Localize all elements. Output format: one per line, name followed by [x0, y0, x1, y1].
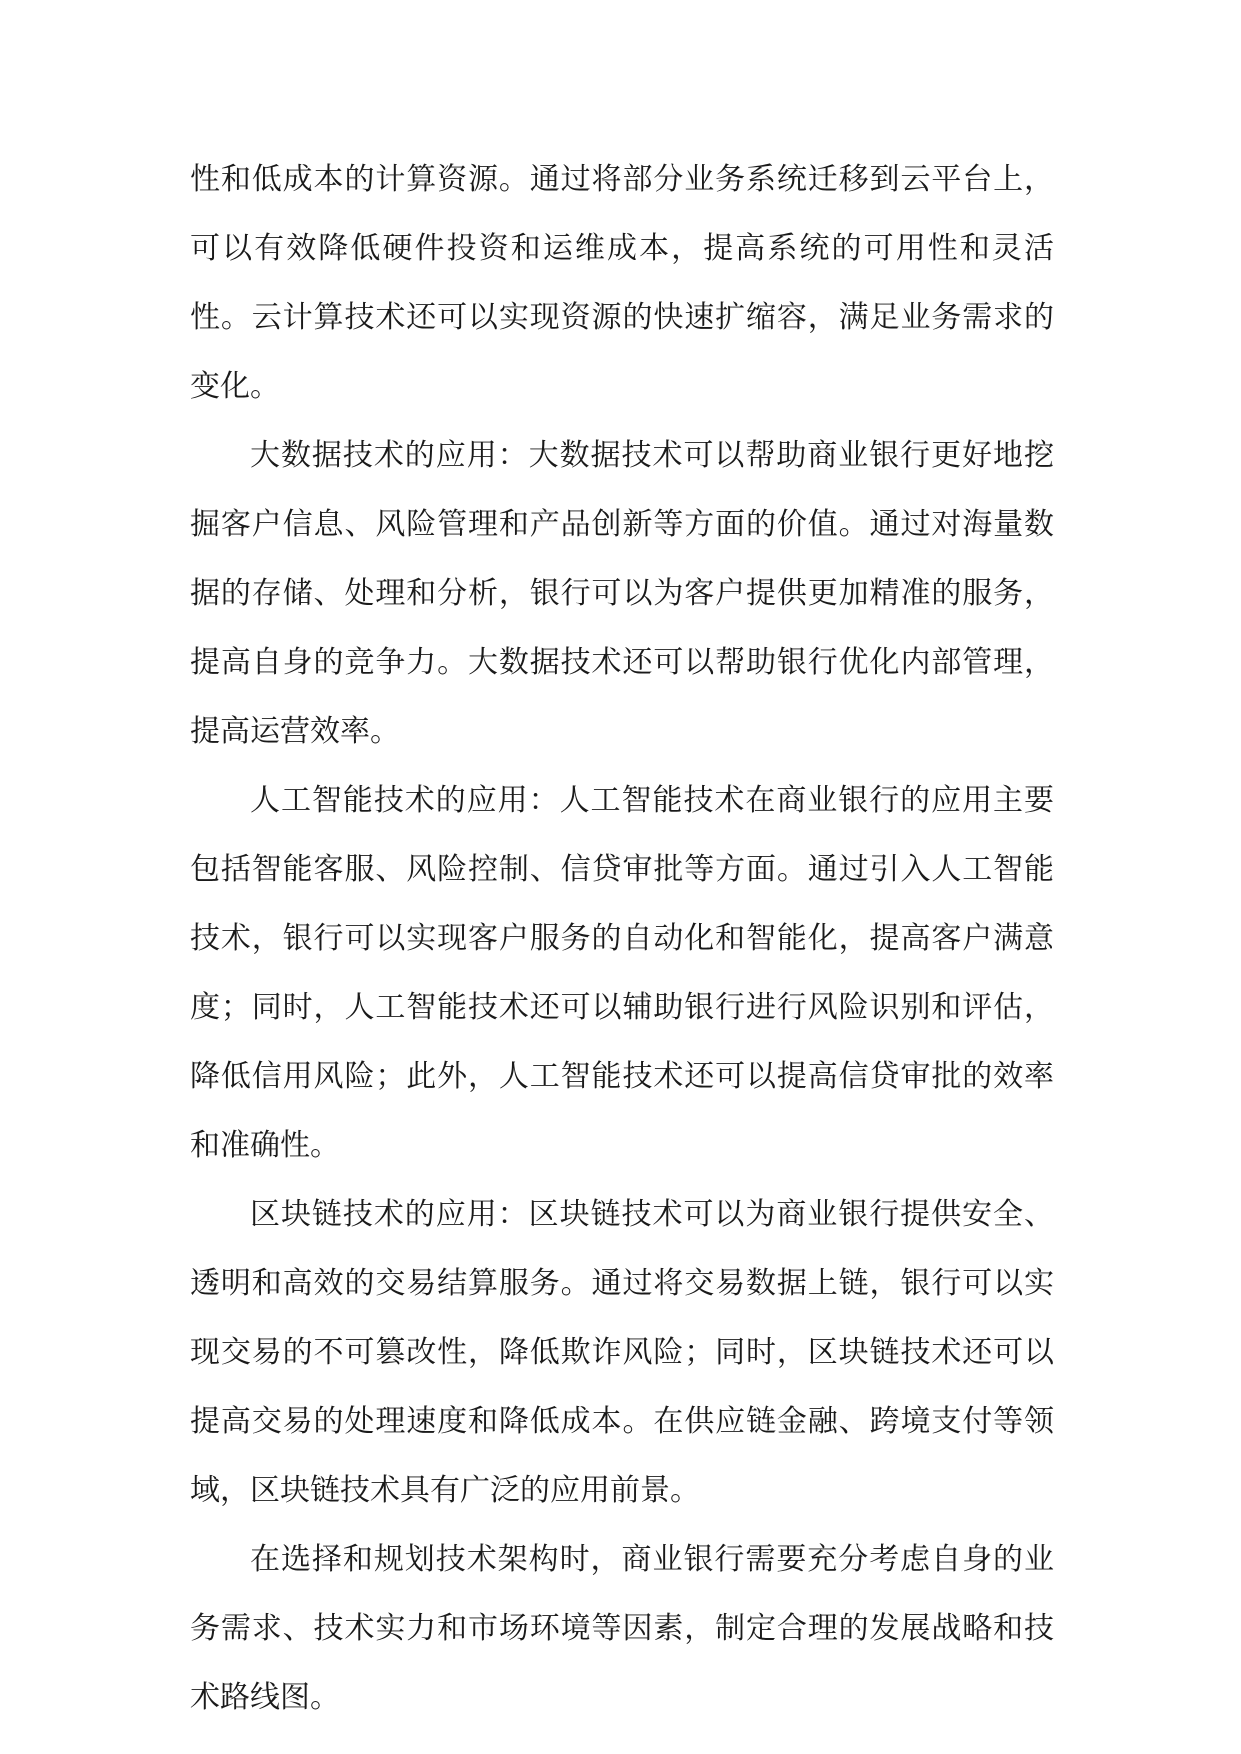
paragraph-blockchain: 区块链技术的应用：区块链技术可以为商业银行提供安全、透明和高效的交易结算服务。通过将交易数据上链，银行可以实现交易的不可篡改性，降低欺诈风险；同时，区块链技术还可以提高交易的处理速度和降低成本。在供应链金融、跨境支付等领域，区块链技术具有广泛的应用前景。 [190, 1197, 1054, 1508]
paragraph-architecture-planning: 在选择和规划技术架构时，商业银行需要充分考虑自身的业务需求、技术实力和市场环境等因素，制定合理的发展战略和技术路线图。 [190, 1542, 1054, 1715]
paragraph-big-data: 大数据技术的应用：大数据技术可以帮助商业银行更好地挖掘客户信息、风险管理和产品创新等方面的价值。通过对海量数据的存储、处理和分析，银行可以为客户提供更加精准的服务，提高自身的竞争力。大数据技术还可以帮助银行优化内部管理，提高运营效率。 [190, 438, 1054, 749]
paragraph-artificial-intelligence: 人工智能技术的应用：人工智能技术在商业银行的应用主要包括智能客服、风险控制、信贷审批等方面。通过引入人工智能技术，银行可以实现客户服务的自动化和智能化，提高客户满意度；同时，人工智能技术还可以辅助银行进行风险识别和评估，降低信用风险；此外，人工智能技术还可以提高信贷审批的效率和准确性。 [190, 783, 1054, 1163]
document-body [190, 145, 1054, 1732]
paragraph-cloud-computing: 性和低成本的计算资源。通过将部分业务系统迁移到云平台上，可以有效降低硬件投资和运维成本，提高系统的可用性和灵活性。云计算技术还可以实现资源的快速扩缩容，满足业务需求的变化。 [190, 162, 1054, 404]
